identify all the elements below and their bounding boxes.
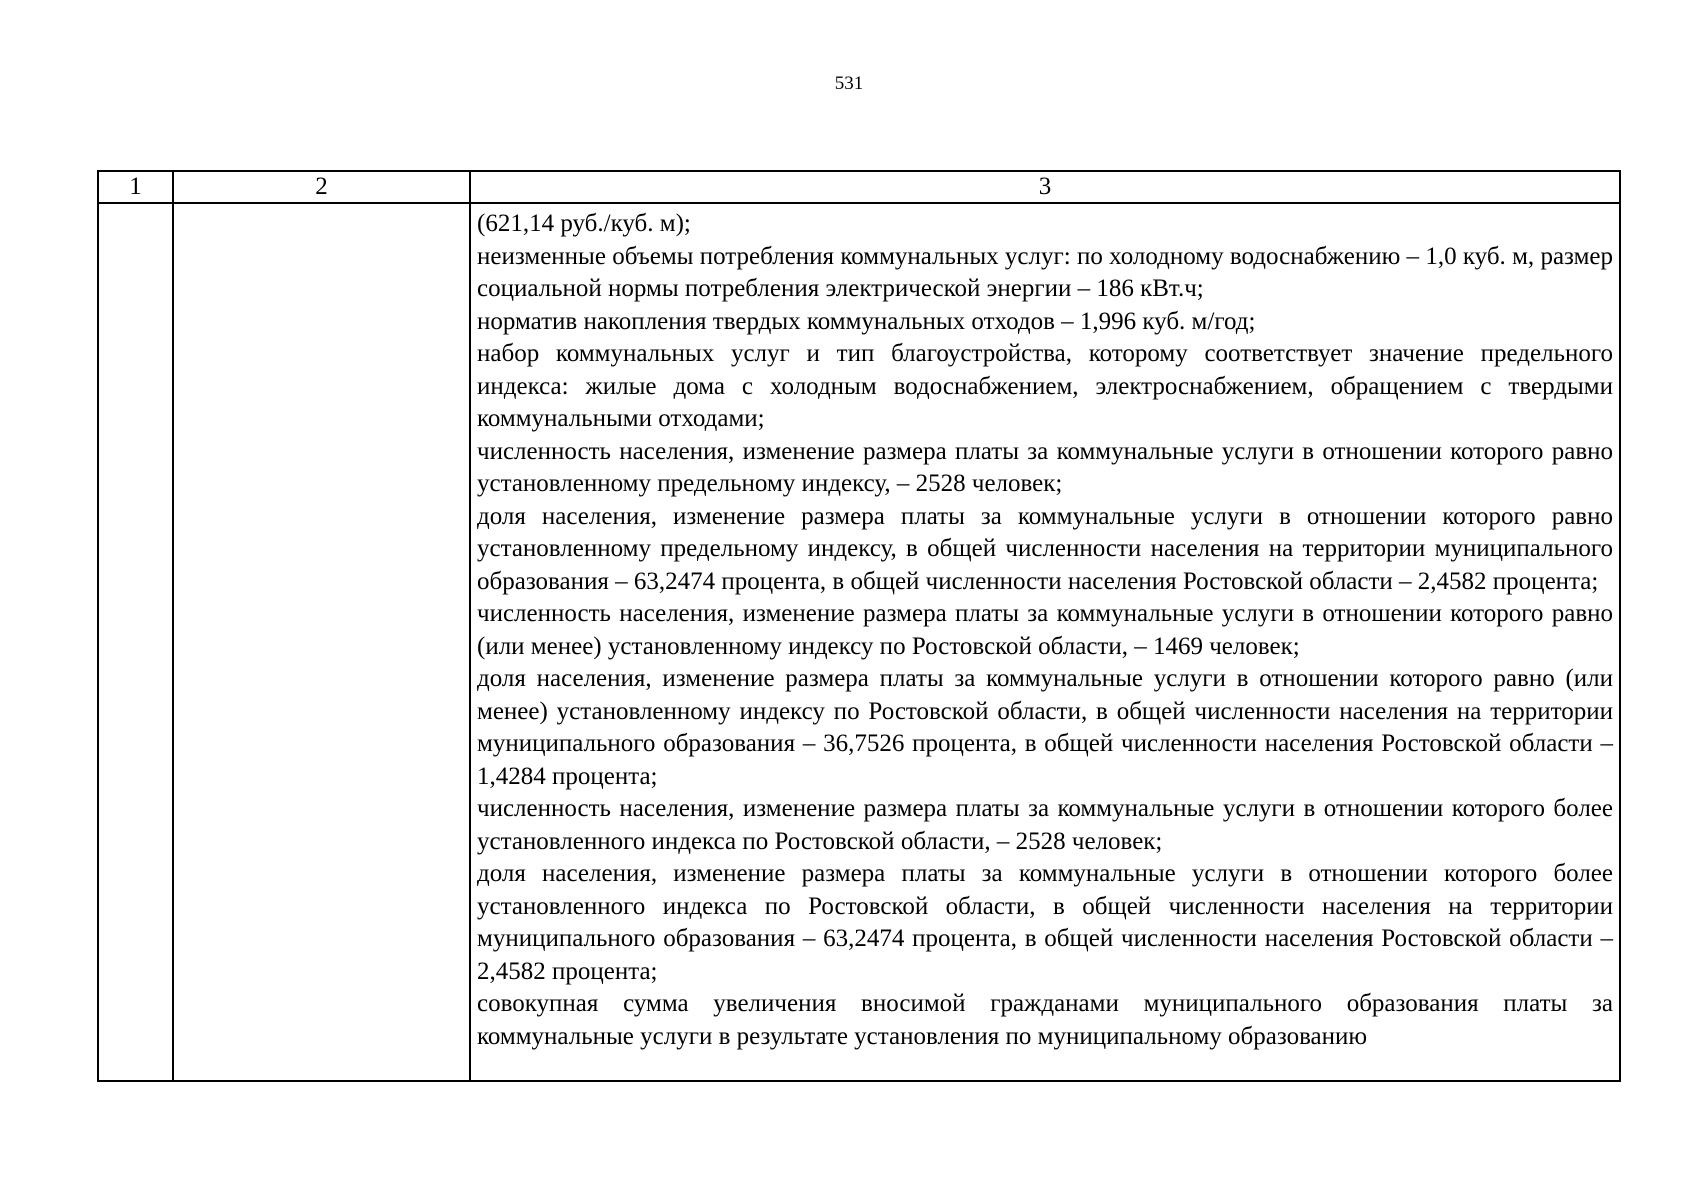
paragraph: доля населения, изменение размера платы за коммунальные услуги в отношении которого равно установленному предельному индексу, в общей численности населения на территории муниципального образования – 63,2474 процента, в общей численности населения Ростовской области – 2,4582 процента; [477,502,1613,595]
paragraph: набор коммунальных услуг и тип благоустройства, которому соответствует значение предельного индекса: жилые дома с холодным водоснабжением, электроснабжением, обращением с твердыми коммунальными отходами; [477,340,1613,432]
document-table [97,170,1621,1082]
paragraph: совокупная сумма увеличения вносимой гражданами муниципального образования платы за коммунальные услуги в результате установления по муниципальному образованию [477,990,1613,1050]
paragraph: доля населения, изменение размера платы за коммунальные услуги в отношении которого равно (или менее) установленному индексу по Ростовской области, в общей численности населения на территории муниципального образования – 36,7526 процента, в общей численности населения Ростовской области – 1,4284 процента; [477,665,1613,790]
cell-col-2 [173,203,470,1081]
cell-col-1 [98,203,173,1081]
paragraph: численность населения, изменение размера платы за коммунальные услуги в отношении которого более установленного индекса по Ростовской области, – 2528 человек; [477,795,1613,855]
paragraph: норматив накопления твердых коммунальных отходов – 1,996 куб. м/год; [477,307,1256,335]
page-number: 531 [834,73,864,94]
cell-col-3 [470,203,1620,1081]
header-cell-1: 1 [98,171,173,203]
paragraph: неизменные объемы потребления коммунальных услуг: по холодному водоснабжению – 1,0 куб. м, размер социальной нормы потребления электрической энергии – 186 кВт.ч; [477,242,1613,302]
header-cell-2: 2 [173,171,470,203]
paragraph: доля населения, изменение размера платы за коммунальные услуги в отношении которого более установленного индекса по Ростовской области, в общей численности населения на территории муниципального образования – 63,2474 процента, в общей численности населения Ростовской области – 2,4582 процента; [477,860,1613,985]
paragraph: (621,14 руб./куб. м); [477,210,691,237]
table-header-row [98,171,1620,203]
table-row [98,203,1620,1081]
header-cell-3: 3 [470,171,1620,203]
paragraph: численность населения, изменение размера платы за коммунальные услуги в отношении которого равно установленному предельному индексу, – 2528 человек; [477,437,1613,497]
paragraph: численность населения, изменение размера платы за коммунальные услуги в отношении которого равно (или менее) установленному индексу по Ростовской области, – 1469 человек; [477,600,1613,660]
